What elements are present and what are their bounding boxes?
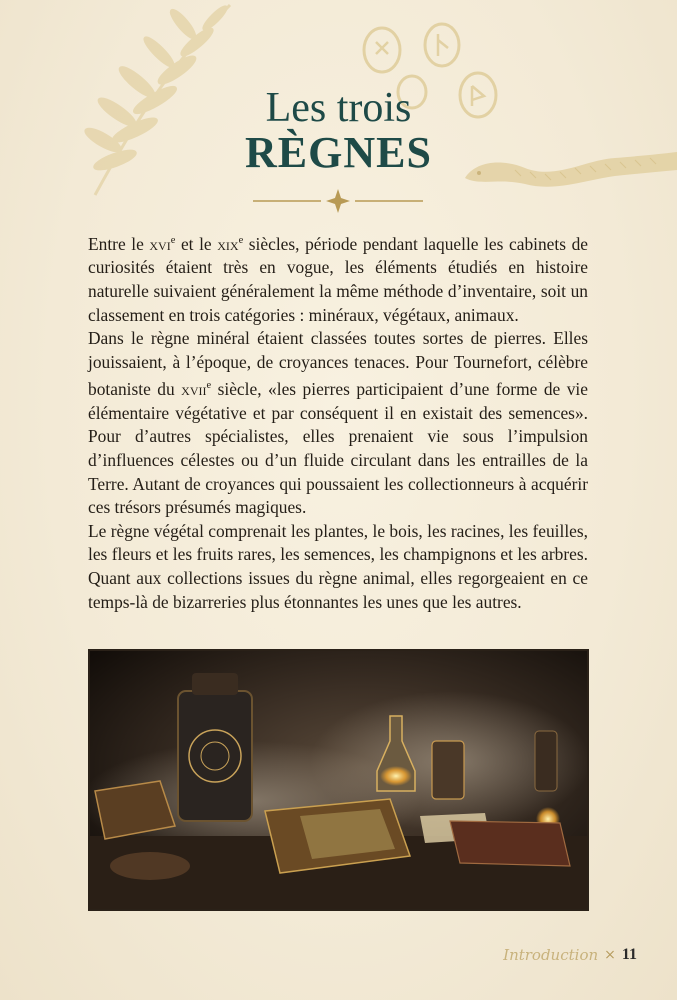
small-caps-text: xvi <box>149 234 171 254</box>
page-title <box>0 86 677 176</box>
page-number: 11 <box>621 946 637 963</box>
title-line-1: Les trois <box>265 85 412 131</box>
sparkle-icon <box>326 189 350 213</box>
title-ornament <box>253 188 423 214</box>
paragraph: Le règne végétal comprenait les plantes, le bois, les racines, les feuilles, les fleurs et les fruits rares, les semences, les champignons et les arbres. Quant aux collections issues du règne animal, elles regorgeaient en ce temps-là de bizarreries plus étonnantes les unes que les autres. <box>88 520 588 612</box>
small-caps-text: xix <box>217 234 239 254</box>
superscript: e <box>206 380 212 392</box>
small-caps-text: xvii <box>181 380 207 400</box>
page-footer <box>503 944 637 966</box>
section-name: Introduction <box>503 946 599 964</box>
superscript: e <box>170 235 176 246</box>
paragraph: Entre le xvi$^e$ et le xix$^e$ siècles, période pendant laquelle les cabinets de curiosités étaient très en vogue, les éléments étudiés en histoire naturelle suivaient généralement la même méthode d’inventaire, soit un classement en trois catégories : minéraux, végétaux, animaux. <box>88 233 588 325</box>
illustration-cabinet-of-curiosities <box>90 651 587 909</box>
title-line-2: RÈGNES <box>245 128 432 177</box>
paragraph: Dans le règne minéral étaient classées toutes sortes de pierres. Elles jouissaient, à l’époque, de croyances tenaces. Pour Tournefort, célèbre botaniste du xvii$^e$ siècle, «les pierres participaient d’une forme de vie élémentaire végétative et par conséquent il en existait des semences». Pour d’autres spécialistes, elles prenaient vie sous l’impulsion d’influences célestes ou d’un fluide circulant dans les entrailles de la Terre. Autant de croyances qui poussaient les collectionneurs à acquérir ces trésors présumés magiques. <box>88 328 588 518</box>
superscript: e <box>238 235 244 246</box>
body-text <box>88 229 588 614</box>
footer-separator: × <box>604 947 616 963</box>
